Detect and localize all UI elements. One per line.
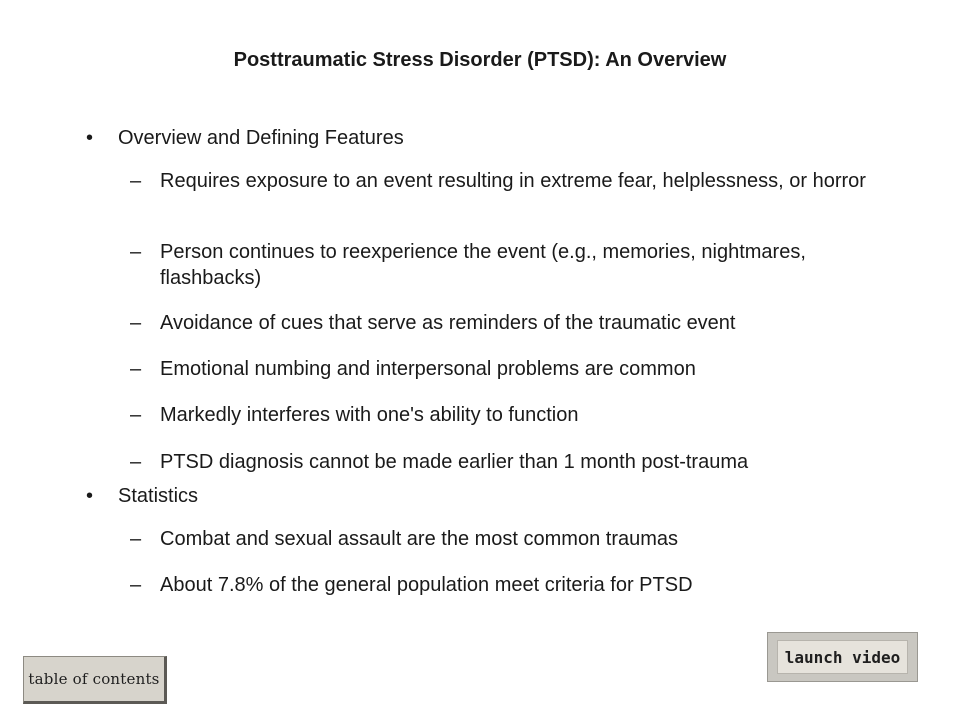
list-item-text: Avoidance of cues that serve as reminders of the traumatic event	[160, 312, 736, 334]
list-item-text: About 7.8% of the general population meet criteria for PTSD	[160, 574, 693, 596]
table-of-contents-button[interactable]	[23, 656, 167, 704]
launch-video-button[interactable]	[767, 632, 918, 682]
dash-marker: –	[130, 170, 142, 192]
bullet-heading-statistics: Statistics	[118, 485, 199, 507]
list-item-text: Markedly interferes with one's ability to function	[160, 404, 579, 426]
list-item-text: Requires exposure to an event resulting in extreme fear, helplessness, or horror	[160, 170, 866, 192]
bullet-dot: •	[86, 485, 94, 507]
dash-marker: –	[130, 528, 142, 550]
table-of-contents-label: table of contents	[28, 670, 160, 688]
slide-title: Posttraumatic Stress Disorder (PTSD): An Overview	[233, 49, 727, 71]
launch-video-inner	[777, 640, 908, 674]
list-item-text: Emotional numbing and interpersonal problems are common	[160, 358, 696, 380]
list-item-text: Person continues to reexperience the event (e.g., memories, nightmares, flashbacks)	[160, 241, 806, 289]
dash-marker: –	[130, 312, 142, 334]
launch-video-label: launch video	[784, 647, 901, 667]
dash-marker: –	[130, 241, 142, 263]
bullet-heading-overview: Overview and Defining Features	[118, 127, 404, 149]
bullet-dot: •	[86, 127, 94, 149]
list-item-text: Combat and sexual assault are the most common traumas	[160, 528, 679, 550]
dash-marker: –	[130, 404, 142, 426]
dash-marker: –	[130, 358, 142, 380]
dash-marker: –	[130, 574, 142, 596]
dash-marker: –	[130, 451, 142, 473]
list-item-text: PTSD diagnosis cannot be made earlier than 1 month post-trauma	[160, 451, 749, 473]
